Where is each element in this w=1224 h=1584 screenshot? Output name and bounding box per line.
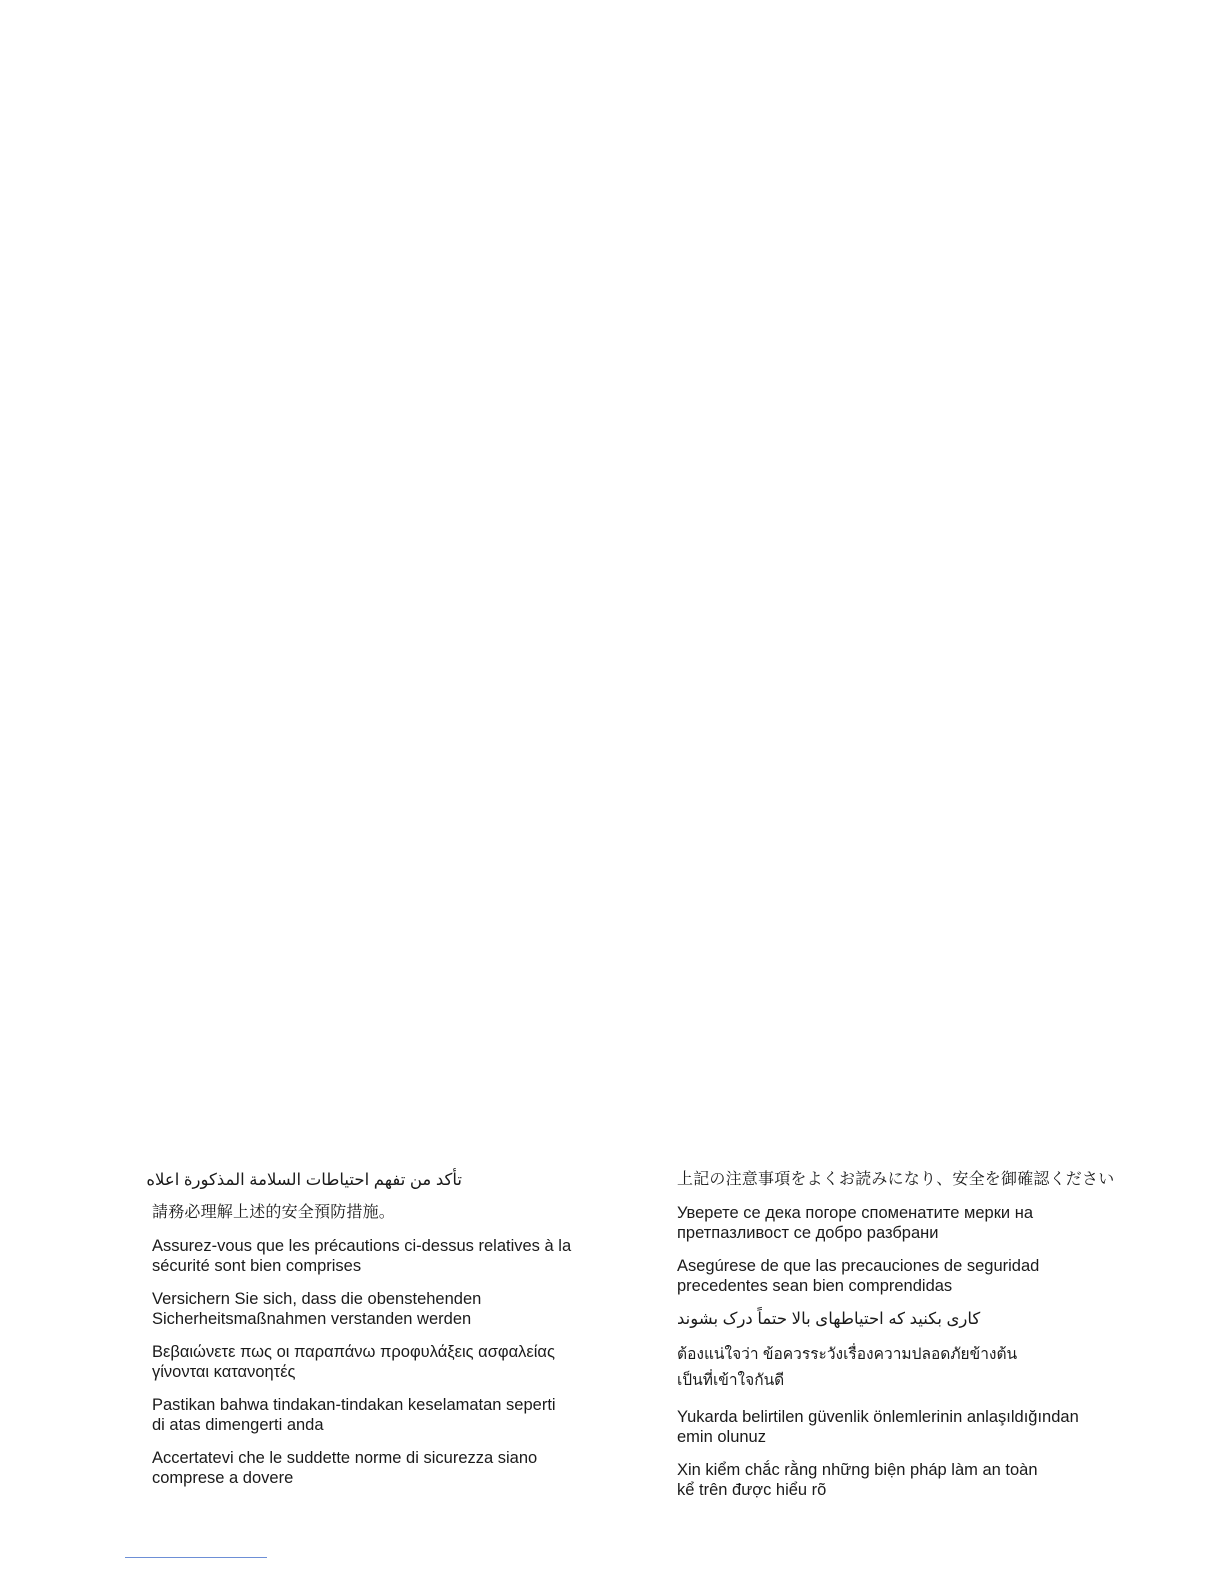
- safety-note-italian: [152, 1448, 622, 1488]
- safety-note-line: di atas dimengerti anda: [152, 1416, 324, 1434]
- safety-note-line: เป็นที่เข้าใจกันดี: [677, 1372, 785, 1389]
- safety-note-persian: [677, 1309, 987, 1329]
- safety-note-line: претпазливост се добро разбрани: [677, 1224, 939, 1242]
- safety-note-line: Assurez-vous que les précautions ci-dessus relatives à la: [152, 1237, 572, 1255]
- safety-note-line: precedentes sean bien comprendidas: [677, 1277, 953, 1295]
- safety-note-japanese: [677, 1170, 1137, 1190]
- safety-note-line: kể trên được hiểu rõ: [677, 1481, 827, 1499]
- safety-note-line: comprese a dovere: [152, 1469, 294, 1487]
- safety-note-line: ต้องแน่ใจว่า ข้อควรระวังเรื่องความปลอดภัยข้างต้น: [677, 1346, 1018, 1363]
- safety-note-chinese: [152, 1203, 622, 1223]
- safety-note-line: Xin kiểm chắc rằng những biện pháp làm an toàn: [677, 1461, 1038, 1479]
- safety-note-line: Asegúrese de que las precauciones de seguridad: [677, 1257, 1040, 1275]
- safety-note-line: Уверете се дека погоре споменатите мерки на: [677, 1204, 1034, 1222]
- safety-note-line: sécurité sont bien comprises: [152, 1257, 362, 1275]
- safety-note-line: Sicherheitsmaßnahmen verstanden werden: [152, 1310, 472, 1328]
- safety-note-indonesian: [152, 1395, 622, 1435]
- safety-note-thai: [677, 1342, 1137, 1394]
- left-column: [146, 1170, 622, 1501]
- safety-note-line: Versichern Sie sich, dass die obenstehenden: [152, 1290, 482, 1308]
- safety-note-spanish: [677, 1256, 1137, 1296]
- safety-note-line: 請務必理解上述的安全預防措施。: [152, 1204, 396, 1221]
- safety-note-line: تأكد من تفهم احتياطات السلامة المذكورة اعلاه: [146, 1171, 462, 1189]
- right-column: [677, 1170, 1137, 1513]
- safety-note-line: emin olunuz: [677, 1428, 766, 1446]
- safety-note-greek: [152, 1342, 622, 1382]
- safety-note-french: [152, 1236, 622, 1276]
- safety-note-line: Βεβαιώνετε πως οι παραπάνω προφυλάξεις ασφαλείας: [152, 1343, 555, 1361]
- safety-note-line: Yukarda belirtilen güvenlik önlemlerinin anlaşıldığından: [677, 1408, 1079, 1426]
- safety-note-turkish: [677, 1407, 1137, 1447]
- safety-note-line: Accertatevi che le suddette norme di sicurezza siano: [152, 1449, 538, 1467]
- safety-note-line: 上記の注意事項をよくお読みになり、安全を御確認ください: [677, 1171, 1115, 1188]
- safety-note-vietnamese: [677, 1460, 1137, 1500]
- safety-note-line: Pastikan bahwa tindakan-tindakan keselamatan seperti: [152, 1396, 556, 1414]
- safety-note-macedonian: [677, 1203, 1137, 1243]
- safety-note-line: γίνονται κατανοητές: [152, 1363, 296, 1381]
- safety-note-line: کاری بکنید که احتیاطهای بالا حتماً درک بشوند: [677, 1310, 981, 1328]
- safety-note-german: [152, 1289, 622, 1329]
- safety-note-arabic: [146, 1170, 462, 1190]
- footnote-divider: [125, 1557, 267, 1558]
